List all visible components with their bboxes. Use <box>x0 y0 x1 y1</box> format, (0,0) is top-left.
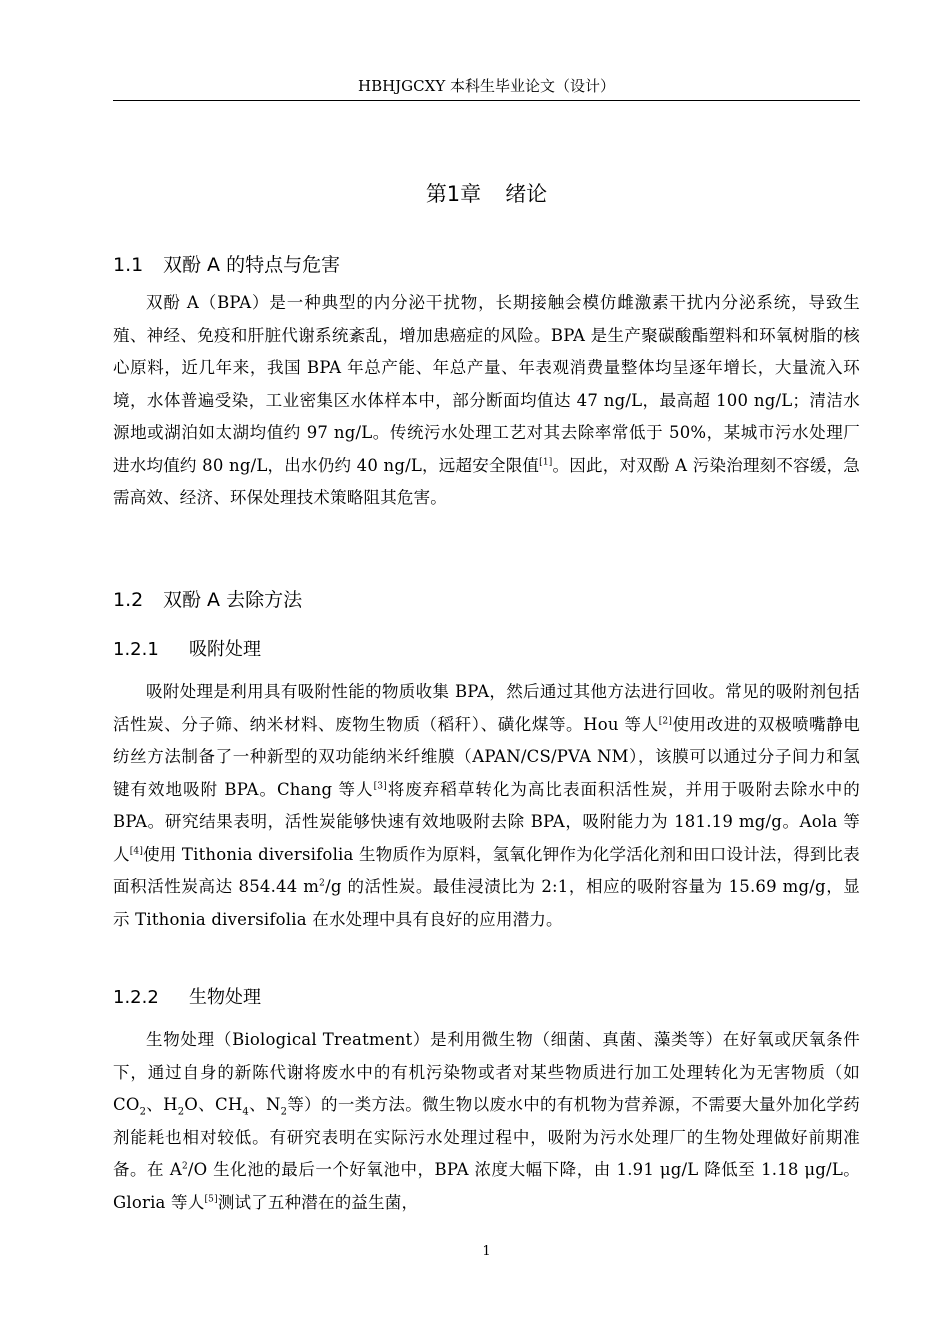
header-rule <box>113 100 860 101</box>
chapter-title <box>113 178 860 210</box>
chapter-name: 绪论 <box>505 182 548 206</box>
paragraph-text: 、N <box>248 1095 281 1114</box>
paragraph-adsorption <box>113 676 860 936</box>
paragraph-text: 测试了五种潜在的益生菌， <box>217 1192 419 1212</box>
subsection-title: 生物处理 <box>189 987 261 1008</box>
citation-5: [5] <box>204 1194 218 1204</box>
paragraph-text: 等）的一类方法。微生物以废水中的有机物为营养源，不需要大量外加化学药剂能耗也相对较低。有研究表明在实际污水处理过程中，吸附为污水处理厂的生物处理做好前期准备。在 A <box>113 1095 860 1179</box>
superscript: 2 <box>319 878 326 889</box>
paragraph-bpa-hazards <box>113 287 860 515</box>
paragraph-text: 使用改进的双极喷嘴静电纺丝方法制备了一种新型的双功能纳米纤维膜（APAN/CS/PVA NM），该膜可以通过分子间力和氢键有效地吸附 BPA。Chang 等人 <box>113 714 861 799</box>
subsection-number: 1.2.1 <box>113 639 159 660</box>
superscript: 2 <box>181 1161 188 1172</box>
page-number: 1 <box>482 1244 491 1259</box>
paragraph-biological-treatment <box>113 1024 860 1219</box>
subsection-heading-1-2-1 <box>113 636 261 664</box>
subscript: 2 <box>280 1106 288 1118</box>
paragraph-text: 将废弃稻草转化为高比表面积活性炭，并用于吸附去除水中的 BPA。研究结果表明，活性炭能够快速有效地吸附去除 BPA，吸附能力为 181.19 mg/g。Aola 等人 <box>113 779 860 864</box>
paragraph-text: /O 生化池的最后一个好氧池中，BPA 浓度大幅下降，由 1.91 μg/L 降低至 1.18 μg/L。Gloria 等人 <box>113 1160 861 1212</box>
paragraph-text: 、H <box>146 1095 178 1114</box>
chapter-number: 第1章 <box>425 182 482 206</box>
paragraph-text: 使用 Tithonia diversifolia 生物质作为原料，氢氧化钾作为化学活化剂和田口设计法，得到比表面积活性炭高达 854.44 m <box>113 844 861 896</box>
section-heading-1-1 <box>113 251 340 279</box>
paragraph-text: 吸附处理是利用具有吸附性能的物质收集 BPA，然后通过其他方法进行回收。常见的吸附剂包括活性炭、分子筛、纳米材料、废物生物质（稻秆）、磺化煤等。Hou 等人 <box>113 682 860 734</box>
paragraph-text: /g 的活性炭。最佳浸渍比为 2:1，相应的吸附容量为 15.69 mg/g，显示 Tithonia diversifolia 在水处理中具有良好的应用潜力。 <box>113 877 860 929</box>
section-title: 双酚 A 的特点与危害 <box>163 254 341 276</box>
paragraph-text: 双酚 A（BPA）是一种典型的内分泌干扰物，长期接触会模仿雌激素干扰内分泌系统，导致生殖、神经、免疫和肝脏代谢系统紊乱，增加患癌症的风险。BPA 是生产聚碳酸酯塑料和环氧树脂的核心原料，近几年来，我国 BPA 年总产能、年总产量、年表观消费量整体均呈逐年增长，大量流入环境，水体普遍受染，工业密集区水体样本中，部分断面均值达 47 ng/L，最高超 100 ng/L；清洁水源地或湖泊如太湖均值约 97 ng/L。传统污水处理工艺对其去除率常低于 50%，某城市污水处理厂进水均值约 80 ng/L，出水仍约 40 ng/L，远超安全限值 <box>113 293 860 475</box>
subscript: 2 <box>177 1106 185 1118</box>
paragraph-text: O、CH <box>184 1095 243 1114</box>
citation-3: [3] <box>373 781 387 791</box>
running-header: HBHJGCXY 本科生毕业论文（设计） <box>357 77 615 95</box>
citation-4: [4] <box>129 846 144 856</box>
subsection-heading-1-2-2 <box>113 984 261 1012</box>
paragraph-text: 。因此，对双酚 A 污染治理刻不容缓，急需高效、经济、环保处理技术策略阻其危害。 <box>113 455 861 507</box>
section-number: 1.2 <box>113 589 144 611</box>
section-number: 1.1 <box>113 254 144 276</box>
citation-1: [1] <box>539 457 553 467</box>
subscript: 4 <box>242 1106 249 1118</box>
section-title: 双酚 A 去除方法 <box>163 589 303 611</box>
section-heading-1-2 <box>113 586 302 614</box>
subscript: 2 <box>139 1106 147 1118</box>
paragraph-text: 生物处理（Biological Treatment）是利用微生物（细菌、真菌、藻类等）在好氧或厌氧条件下，通过自身的新陈代谢将废水中的有机污染物或者对某些物质进行加工处理转化为无害物质（如 CO <box>113 1030 860 1114</box>
subsection-title: 吸附处理 <box>189 639 261 660</box>
citation-2: [2] <box>658 716 673 726</box>
subsection-number: 1.2.2 <box>113 987 159 1008</box>
